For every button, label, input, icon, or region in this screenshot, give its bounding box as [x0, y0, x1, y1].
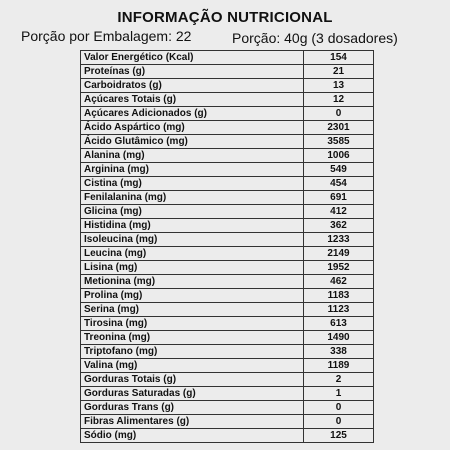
nutrient-value: 12 — [304, 93, 374, 107]
nutrient-label: Tirosina (mg) — [81, 317, 304, 331]
nutrient-label: Carboidratos (g) — [81, 79, 304, 93]
table-row — [81, 317, 374, 331]
nutrient-value: 21 — [304, 65, 374, 79]
nutrient-value: 3585 — [304, 135, 374, 149]
table-row — [81, 149, 374, 163]
portion-size: Porção: 40g (3 dosadores) — [232, 30, 398, 46]
nutrient-value: 613 — [304, 317, 374, 331]
nutrient-value: 154 — [304, 51, 374, 65]
nutrition-table — [80, 50, 374, 443]
table-row — [81, 345, 374, 359]
table-row — [81, 163, 374, 177]
table-row — [81, 65, 374, 79]
table-row — [81, 107, 374, 121]
table-row — [81, 233, 374, 247]
nutrient-label: Proteínas (g) — [81, 65, 304, 79]
nutrient-value: 2149 — [304, 247, 374, 261]
nutrient-value: 0 — [304, 107, 374, 121]
nutrient-value: 549 — [304, 163, 374, 177]
table-row — [81, 205, 374, 219]
nutrient-label: Gorduras Totais (g) — [81, 373, 304, 387]
nutrient-label: Gorduras Saturadas (g) — [81, 387, 304, 401]
nutrient-label: Lisina (mg) — [81, 261, 304, 275]
table-row — [81, 387, 374, 401]
nutrient-value: 338 — [304, 345, 374, 359]
nutrient-label: Ácido Glutâmico (mg) — [81, 135, 304, 149]
nutrient-label: Açúcares Totais (g) — [81, 93, 304, 107]
nutrient-value: 125 — [304, 429, 374, 443]
nutrient-label: Histidina (mg) — [81, 219, 304, 233]
table-row — [81, 177, 374, 191]
nutrient-label: Açúcares Adicionados (g) — [81, 107, 304, 121]
nutrient-label: Prolina (mg) — [81, 289, 304, 303]
table-row — [81, 247, 374, 261]
nutrient-label: Fibras Alimentares (g) — [81, 415, 304, 429]
nutrient-label: Triptofano (mg) — [81, 345, 304, 359]
table-row — [81, 261, 374, 275]
nutrient-label: Treonina (mg) — [81, 331, 304, 345]
nutrient-value: 13 — [304, 79, 374, 93]
nutrient-value: 0 — [304, 401, 374, 415]
nutrient-label: Cistina (mg) — [81, 177, 304, 191]
nutrient-label: Valor Energético (Kcal) — [81, 51, 304, 65]
nutrient-label: Gorduras Trans (g) — [81, 401, 304, 415]
nutrient-value: 1233 — [304, 233, 374, 247]
nutrient-value: 412 — [304, 205, 374, 219]
nutrient-value: 1123 — [304, 303, 374, 317]
table-row — [81, 331, 374, 345]
table-row — [81, 93, 374, 107]
table-row — [81, 275, 374, 289]
nutrient-label: Valina (mg) — [81, 359, 304, 373]
table-row — [81, 401, 374, 415]
nutrient-value: 362 — [304, 219, 374, 233]
table-row — [81, 359, 374, 373]
table-row — [81, 219, 374, 233]
nutrient-value: 2 — [304, 373, 374, 387]
nutrient-value: 1490 — [304, 331, 374, 345]
nutrient-label: Alanina (mg) — [81, 149, 304, 163]
nutrient-value: 1006 — [304, 149, 374, 163]
table-row — [81, 289, 374, 303]
nutrient-label: Isoleucina (mg) — [81, 233, 304, 247]
table-row — [81, 303, 374, 317]
nutrient-label: Leucina (mg) — [81, 247, 304, 261]
nutrient-value: 454 — [304, 177, 374, 191]
portion-per-package: Porção por Embalagem: 22 — [21, 28, 192, 44]
table-row — [81, 429, 374, 443]
nutrient-value: 1 — [304, 387, 374, 401]
nutrient-label: Serina (mg) — [81, 303, 304, 317]
nutrient-value: 1189 — [304, 359, 374, 373]
table-row — [81, 135, 374, 149]
nutrient-value: 1952 — [304, 261, 374, 275]
nutrient-label: Metionina (mg) — [81, 275, 304, 289]
table-row — [81, 415, 374, 429]
nutrient-label: Arginina (mg) — [81, 163, 304, 177]
table-row — [81, 191, 374, 205]
nutrient-value: 691 — [304, 191, 374, 205]
page-title: INFORMAÇÃO NUTRICIONAL — [117, 9, 333, 26]
table-row — [81, 79, 374, 93]
nutrition-table-body — [81, 51, 374, 443]
nutrient-value: 0 — [304, 415, 374, 429]
nutrient-value: 2301 — [304, 121, 374, 135]
table-row — [81, 51, 374, 65]
nutrient-value: 462 — [304, 275, 374, 289]
table-row — [81, 121, 374, 135]
nutrient-value: 1183 — [304, 289, 374, 303]
nutrient-label: Ácido Aspártico (mg) — [81, 121, 304, 135]
nutrient-label: Fenilalanina (mg) — [81, 191, 304, 205]
nutrient-label: Glicina (mg) — [81, 205, 304, 219]
nutrient-label: Sódio (mg) — [81, 429, 304, 443]
table-row — [81, 373, 374, 387]
